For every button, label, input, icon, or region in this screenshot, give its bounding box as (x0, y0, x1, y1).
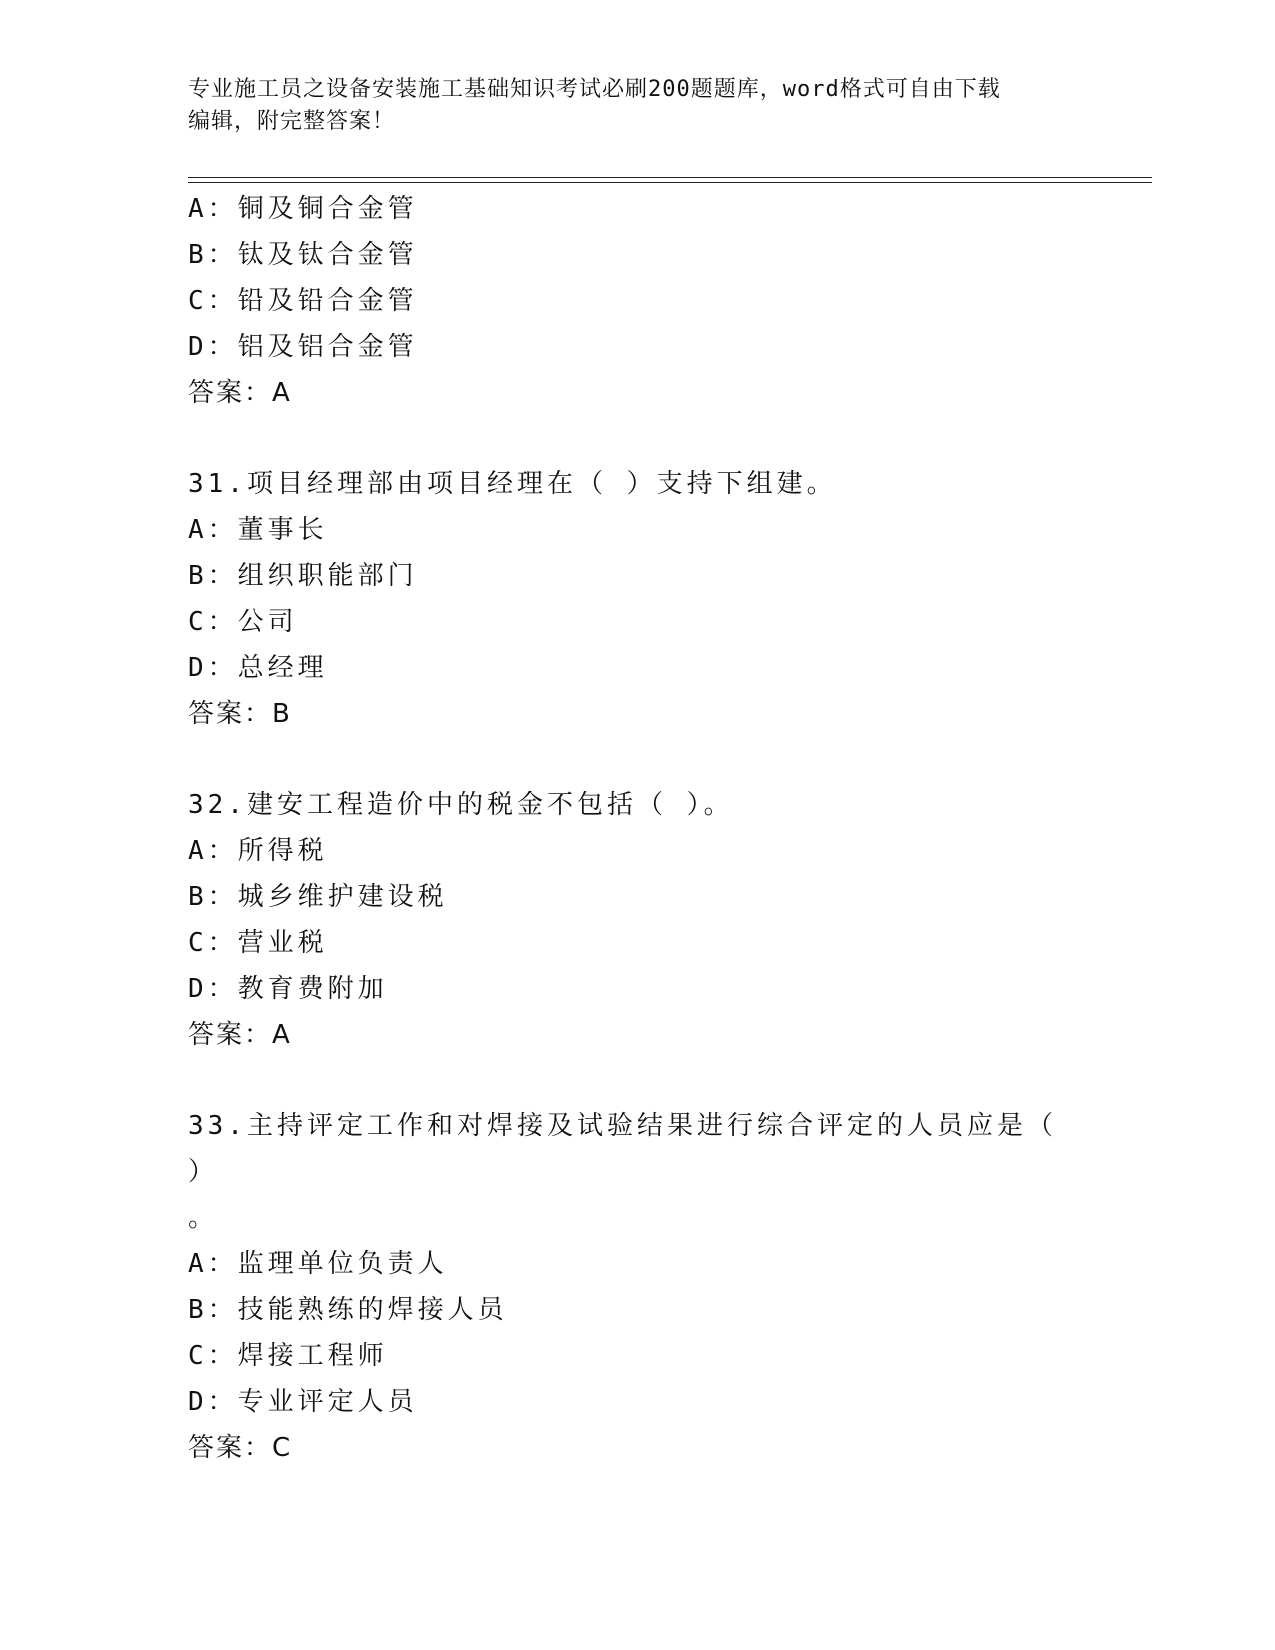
document-header (188, 74, 1068, 138)
header-divider-top (188, 177, 1152, 178)
option-b: B：钛及钛合金管 (188, 240, 418, 270)
option-c: C：焊接工程师 (188, 1341, 388, 1371)
answer: 答案：A (188, 1020, 292, 1050)
question-text: 33.主持评定工作和对焊接及试验结果进行综合评定的人员应是（ ） (188, 1111, 1057, 1187)
question-text-continued: 。 (188, 1203, 219, 1233)
option-d: D：铝及铝合金管 (188, 332, 418, 362)
option-a: A：监理单位负责人 (188, 1249, 448, 1279)
option-d: D：教育费附加 (188, 974, 388, 1004)
answer: 答案：C (188, 1433, 293, 1463)
option-a: A：董事长 (188, 515, 328, 545)
question-32-block (188, 782, 1152, 1058)
question-30-block (188, 186, 1152, 416)
question-31-block (188, 461, 1152, 737)
header-divider-bottom (188, 182, 1152, 183)
option-d: D：专业评定人员 (188, 1387, 418, 1417)
question-text: 32.建安工程造价中的税金不包括（ ）。 (188, 790, 734, 820)
option-a: A：所得税 (188, 836, 328, 866)
option-b: B：技能熟练的焊接人员 (188, 1295, 508, 1325)
answer: 答案：B (188, 699, 292, 729)
option-c: C：公司 (188, 607, 298, 637)
option-c: C：营业税 (188, 928, 328, 958)
question-list (188, 186, 1152, 1471)
option-b: B：城乡维护建设税 (188, 882, 448, 912)
answer: 答案：A (188, 378, 292, 408)
question-text: 31.项目经理部由项目经理在（ ）支持下组建。 (188, 469, 837, 499)
option-c: C：铅及铅合金管 (188, 286, 418, 316)
header-line-1: 专业施工员之设备安装施工基础知识考试必刷200题题库，word格式可自由下载 (188, 77, 1001, 102)
option-d: D：总经理 (188, 653, 328, 683)
option-b: B：组织职能部门 (188, 561, 418, 591)
question-33-block (188, 1103, 1152, 1471)
header-line-2: 编辑，附完整答案！ (188, 109, 396, 134)
option-a: A：铜及铜合金管 (188, 194, 418, 224)
